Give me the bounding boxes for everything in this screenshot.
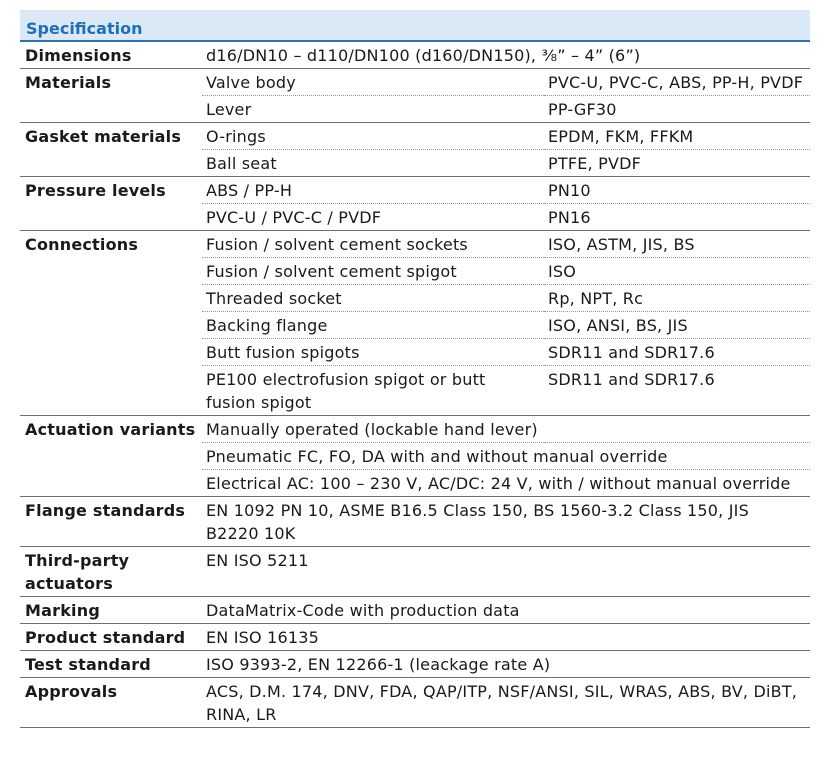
spec-value: ISO 9393-2, EN 12266-1 (leackage rate A) (202, 651, 810, 678)
spec-table (20, 42, 810, 728)
spec-row (20, 204, 810, 231)
spec-item-value: SDR11 and SDR17.6 (544, 339, 810, 366)
spec-row (20, 497, 810, 547)
spec-label (20, 366, 202, 416)
spec-row (20, 416, 810, 443)
spec-label: Connections (20, 231, 202, 258)
spec-item-name: Ball seat (202, 150, 544, 177)
spec-value: EN 1092 PN 10, ASME B16.5 Class 150, BS 1560-3.2 Class 150, JIS B2220 10K (202, 497, 810, 547)
spec-item-value: PTFE, PVDF (544, 150, 810, 177)
spec-label: Flange standards (20, 497, 202, 547)
spec-value: d16/DN10 – d110/DN100 (d160/DN150), ⅜” – 4” (6”) (206, 46, 641, 65)
spec-item-value: PP-GF30 (544, 96, 810, 123)
spec-label: Actuation variants (20, 416, 202, 443)
spec-row (20, 150, 810, 177)
spec-item-name: Backing flange (202, 312, 544, 339)
spec-row (20, 547, 810, 597)
spec-label (20, 204, 202, 231)
spec-item-value: ISO, ASTM, JIS, BS (544, 231, 810, 258)
spec-label (20, 470, 202, 497)
spec-label: Gasket materials (20, 123, 202, 150)
spec-value: EN ISO 5211 (202, 547, 810, 597)
spec-item-value: ISO (544, 258, 810, 285)
spec-row (20, 258, 810, 285)
spec-item-value: SDR11 and SDR17.6 (544, 366, 810, 416)
spec-title: Specification (26, 19, 143, 38)
spec-row (20, 177, 810, 204)
spec-item-value: PVC-U, PVC-C, ABS, PP-H, PVDF (544, 69, 810, 96)
spec-item-value: Rp, NPT, Rc (544, 285, 810, 312)
spec-value: ACS, D.M. 174, DNV, FDA, QAP/ITP, NSF/ANSI, SIL, WRAS, ABS, BV, DiBT, RINA, LR (202, 678, 810, 728)
spec-item-name: Butt fusion spigots (202, 339, 544, 366)
spec-item-name: O-rings (202, 123, 544, 150)
spec-label: Approvals (20, 678, 202, 728)
spec-item-value: EPDM, FKM, FFKM (544, 123, 810, 150)
spec-label (20, 285, 202, 312)
spec-row (20, 624, 810, 651)
spec-row (20, 470, 810, 497)
spec-item-value: PN10 (544, 177, 810, 204)
spec-row (20, 42, 810, 69)
spec-item-value: PN16 (544, 204, 810, 231)
spec-item-name: PVC-U / PVC-C / PVDF (202, 204, 544, 231)
spec-label: Marking (20, 597, 202, 624)
spec-label: Dimensions (25, 46, 132, 65)
spec-item-name: Valve body (202, 69, 544, 96)
spec-value: EN ISO 16135 (202, 624, 810, 651)
spec-row (20, 339, 810, 366)
spec-label (20, 258, 202, 285)
spec-row (20, 312, 810, 339)
spec-item-name: Lever (202, 96, 544, 123)
spec-label (20, 339, 202, 366)
spec-label (20, 443, 202, 470)
spec-label: Pressure levels (20, 177, 202, 204)
spec-row (20, 366, 810, 416)
spec-row (20, 285, 810, 312)
spec-value: Pneumatic FC, FO, DA with and without manual override (202, 443, 810, 470)
spec-row (20, 123, 810, 150)
spec-label: Third-party actuators (20, 547, 202, 597)
spec-row (20, 651, 810, 678)
spec-item-value: ISO, ANSI, BS, JIS (544, 312, 810, 339)
spec-row (20, 597, 810, 624)
spec-value: DataMatrix-Code with production data (202, 597, 810, 624)
spec-value: Manually operated (lockable hand lever) (202, 416, 810, 443)
spec-label (20, 96, 202, 123)
spec-item-name: Threaded socket (202, 285, 544, 312)
spec-label: Materials (20, 69, 202, 96)
spec-label: Product standard (20, 624, 202, 651)
spec-row (20, 96, 810, 123)
spec-header (20, 10, 810, 42)
spec-label (20, 150, 202, 177)
spec-label: Test standard (20, 651, 202, 678)
spec-item-name: Fusion / solvent cement spigot (202, 258, 544, 285)
spec-value: Electrical AC: 100 – 230 V, AC/DC: 24 V, with / without manual override (202, 470, 810, 497)
spec-row (20, 443, 810, 470)
spec-item-name: PE100 electrofusion spigot or butt fusion spigot (202, 366, 544, 416)
spec-row (20, 231, 810, 258)
spec-label (20, 312, 202, 339)
spec-row (20, 678, 810, 728)
spec-row (20, 69, 810, 96)
spec-item-name: Fusion / solvent cement sockets (202, 231, 544, 258)
spec-sheet (20, 10, 810, 728)
spec-item-name: ABS / PP-H (202, 177, 544, 204)
